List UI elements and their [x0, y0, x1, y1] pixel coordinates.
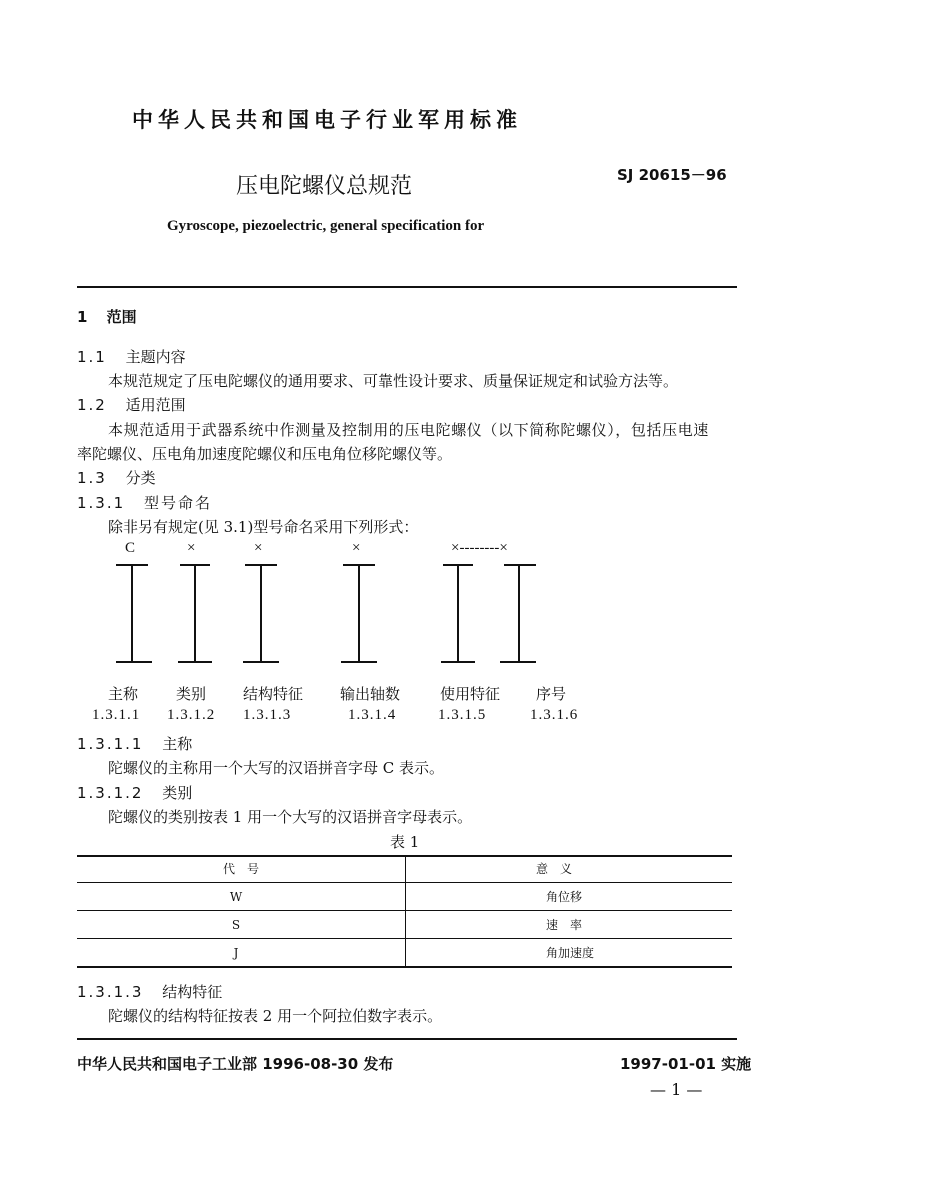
table-1-caption: 表 1 — [390, 833, 420, 851]
diagram-label: 结构特征 — [243, 685, 304, 703]
section-1-2-text-line2: 率陀螺仪、压电角加速度陀螺仪和压电角位移陀螺仪等。 — [77, 445, 453, 463]
diagram-label: 类别 — [176, 685, 207, 703]
section-1-3-1-heading — [77, 492, 212, 513]
section-1-3-1-3-text: 陀螺仪的结构特征按表 2 用一个阿拉伯数字表示。 — [108, 1007, 443, 1025]
diagram-ref: 1.3.1.6 — [530, 707, 579, 723]
standard-title: 压电陀螺仪总规范 — [236, 174, 413, 199]
section-number: 1.3.1 — [77, 494, 126, 512]
section-number: 1.3.1.3 — [77, 983, 144, 1001]
english-title: Gyroscope, piezoelectric, general specification for — [167, 218, 485, 234]
section-title: 分类 — [125, 469, 156, 487]
diagram-ref: 1.3.1.4 — [348, 707, 397, 723]
bracket-bottom — [243, 661, 279, 663]
diagram-label: 序号 — [536, 685, 567, 703]
section-1-3-1-1-text: 陀螺仪的主称用一个大写的汉语拼音字母 C 表示。 — [108, 759, 445, 777]
section-number: 1.3.1.1 — [77, 735, 144, 753]
diagram-label: 输出轴数 — [340, 685, 401, 703]
bracket-bottom — [500, 661, 536, 663]
section-1-heading — [77, 306, 137, 327]
table-1 — [77, 855, 732, 968]
table-header-row — [77, 855, 732, 883]
table-row — [77, 911, 732, 939]
section-title: 范围 — [106, 308, 137, 326]
section-title: 类别 — [162, 784, 193, 802]
section-title: 主称 — [162, 735, 193, 753]
diagram-symbol-usage-serial: ×--------× — [451, 540, 508, 556]
section-title: 适用范围 — [125, 396, 186, 414]
bracket-bottom — [116, 661, 152, 663]
table-header-meaning: 意 义 — [536, 862, 573, 876]
table-cell-code: J — [77, 939, 406, 968]
diagram-label: 主称 — [108, 685, 139, 703]
bracket-stem — [518, 564, 520, 662]
page-number: — 1 — — [650, 1080, 703, 1099]
table-row — [77, 883, 732, 911]
section-1-2-heading — [77, 394, 186, 415]
bracket-stem — [358, 564, 360, 662]
table-cell-meaning: 角位移 — [546, 890, 583, 904]
bracket-stem — [260, 564, 262, 662]
diagram-ref: 1.3.1.1 — [92, 707, 141, 723]
bracket-stem — [131, 564, 133, 662]
section-1-3-1-3-heading — [77, 981, 222, 1002]
bracket-bottom — [178, 661, 212, 663]
diagram-ref: 1.3.1.5 — [438, 707, 487, 723]
table-cell-meaning: 速 率 — [546, 918, 583, 932]
section-1-1-text: 本规范规定了压电陀螺仪的通用要求、可靠性设计要求、质量保证规定和试验方法等。 — [108, 372, 679, 390]
section-1-3-1-2-text: 陀螺仪的类别按表 1 用一个大写的汉语拼音字母表示。 — [108, 808, 473, 826]
bracket-top — [504, 564, 536, 566]
section-number: 1.3 — [77, 469, 107, 487]
bracket-stem — [457, 564, 459, 662]
table-cell-code: W — [77, 883, 406, 911]
table-cell-meaning: 角加速度 — [546, 946, 595, 960]
diagram-symbol-main: C — [125, 540, 136, 556]
diagram-symbol-category: × — [187, 540, 196, 556]
diagram-label: 使用特征 — [440, 685, 501, 703]
section-title: 结构特征 — [162, 983, 223, 1001]
section-title: 型号命名 — [143, 494, 212, 512]
section-1-3-1-2-heading — [77, 782, 192, 803]
section-number: 1.3.1.2 — [77, 784, 144, 802]
bracket-stem — [194, 564, 196, 662]
table-row — [77, 939, 732, 968]
section-number: 1 — [77, 308, 88, 326]
header-divider — [77, 286, 737, 288]
section-number: 1.1 — [77, 348, 107, 366]
effective-date: 1997-01-01 实施 — [620, 1055, 752, 1073]
table-header-code: 代 号 — [77, 855, 406, 883]
footer-divider — [77, 1038, 737, 1040]
section-title: 主题内容 — [125, 348, 186, 366]
section-1-1-heading — [77, 346, 186, 367]
issue-date: 中华人民共和国电子工业部 1996-08-30 发布 — [77, 1055, 394, 1073]
diagram-ref: 1.3.1.3 — [243, 707, 292, 723]
section-number: 1.2 — [77, 396, 107, 414]
section-1-3-1-text: 除非另有规定(见 3.1)型号命名采用下列形式： — [108, 518, 419, 536]
section-1-2-text-line1: 本规范适用于武器系统中作测量及控制用的压电陀螺仪（以下简称陀螺仪），包括压电速 — [108, 421, 709, 439]
section-1-3-heading — [77, 467, 156, 488]
bracket-bottom — [441, 661, 475, 663]
diagram-symbol-structure: × — [254, 540, 263, 556]
diagram-symbol-output-axes: × — [352, 540, 361, 556]
diagram-ref: 1.3.1.2 — [167, 707, 216, 723]
bracket-bottom — [341, 661, 377, 663]
issuing-organization: 中华人民共和国电子行业军用标准 — [132, 108, 522, 132]
section-1-3-1-1-heading — [77, 733, 192, 754]
standard-code: SJ 20615－96 — [617, 166, 727, 184]
table-cell-code: S — [77, 911, 406, 939]
